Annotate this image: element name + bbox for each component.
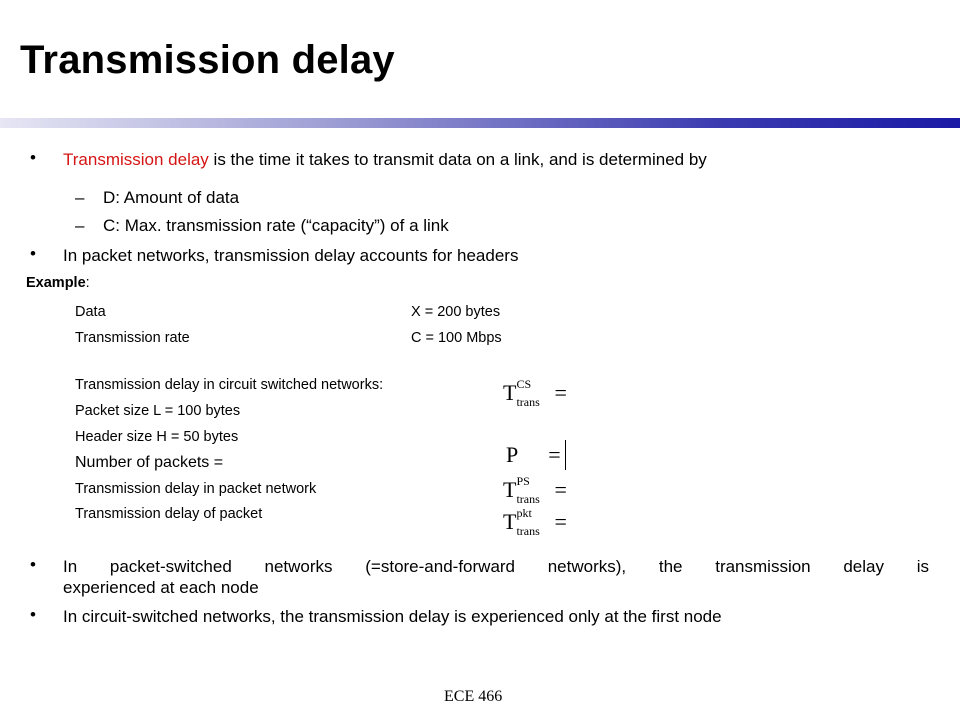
formula-subscript: trans [516,523,540,538]
formula-equals: = [554,380,567,405]
example-packet-net-delay: Transmission delay in packet network [75,481,317,497]
example-heading-label: Example [26,275,86,291]
dash-marker: – [75,216,85,235]
highlighted-term: Transmission delay [63,150,209,169]
example-circuit-label: Transmission delay in circuit switched networks: [75,377,384,393]
example-packet-size: Packet size L = 100 bytes [75,403,241,419]
slide-footer: ECE 466 [444,688,503,705]
formula-equals: = [554,509,567,534]
formula-equals: = [548,442,561,467]
formula-equals: = [554,477,567,502]
formula-symbol: T [503,380,517,405]
example-packet-delay: Transmission delay of packet [75,506,263,522]
example-rate-label: Transmission rate [75,330,190,346]
bullet-store-and-forward-line2: experienced at each node [63,578,259,597]
formula-t-cs [503,376,567,409]
example-header-size: Header size H = 50 bytes [75,429,239,445]
formula-cursor-bar [565,440,566,470]
example-data-value: X = 200 bytes [411,304,501,320]
formula-superscript: pkt [516,505,532,520]
formula-symbol: P [506,442,519,467]
bullet-packet-networks: In packet networks, transmission delay accounts for headers [63,246,519,265]
bullet-store-and-forward-line1: In packet-switched networks (=store-and-forward networks), the transmission delay is [63,557,929,576]
formula-t-ps [503,473,567,506]
bullet-marker: • [30,148,36,167]
sub-item-data-amount: D: Amount of data [103,188,240,207]
bullet-marker: • [30,605,36,624]
bullet-marker: • [30,555,36,574]
example-heading-colon: : [85,275,90,291]
formula-p [506,442,561,468]
bullet-transmission-delay [63,150,707,170]
formula-superscript: PS [516,473,530,488]
example-rate-value: C = 100 Mbps [411,330,502,346]
formula-t-pkt [503,505,567,538]
bullet-text: is the time it takes to transmit data on a link, and is determined by [208,150,707,169]
formula-symbol: T [503,477,517,502]
bullet-circuit-switched: In circuit-switched networks, the transmission delay is experienced only at the first node [63,607,722,626]
bullet-marker: • [30,244,36,263]
formula-subscript: trans [516,394,540,409]
slide-title: Transmission delay [20,38,395,82]
example-data-label: Data [75,304,106,320]
formula-superscript: CS [516,376,532,391]
formula-symbol: T [503,509,517,534]
example-num-packets: Number of packets = [75,454,224,471]
title-divider [0,118,960,128]
example-heading [26,275,90,291]
formula-subscript: trans [516,491,540,506]
sub-item-capacity: C: Max. transmission rate (“capacity”) of a link [103,216,449,235]
dash-marker: – [75,188,85,207]
